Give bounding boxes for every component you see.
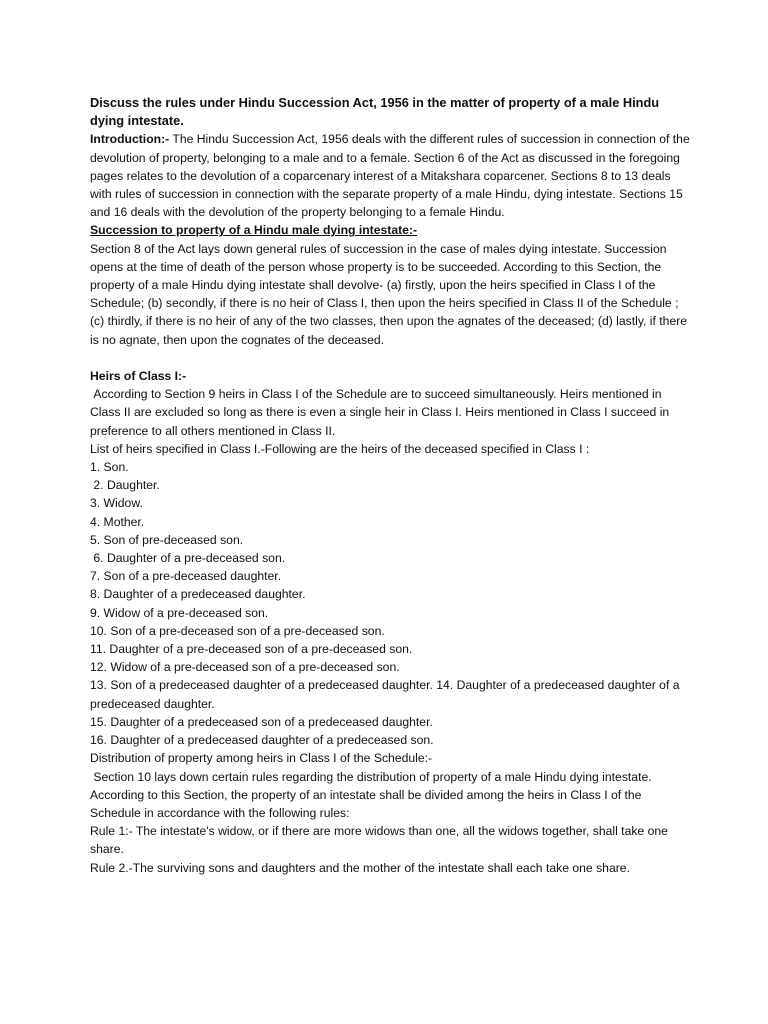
succession-heading: Succession to property of a Hindu male dying intestate:- <box>90 223 418 238</box>
document-title: Discuss the rules under Hindu Succession Act, 1956 in the matter of property of a male Hindu dying intestate. <box>90 95 660 129</box>
distribution-heading: Distribution of property among heirs in Class I of the Schedule:- <box>90 751 433 766</box>
blank-line <box>90 349 690 367</box>
list-item: 8. Daughter of a predeceased daughter. <box>90 587 306 602</box>
list-item: 12. Widow of a pre-deceased son of a pre-deceased son. <box>90 660 400 675</box>
document-page <box>90 94 690 877</box>
list-item: 3. Widow. <box>90 496 143 511</box>
list-item: 6. Daughter of a pre-deceased son. <box>90 551 286 566</box>
rule-one: Rule 1:- The intestate's widow, or if there are more widows than one, all the widows together, shall take one share. <box>90 824 668 857</box>
list-item: 2. Daughter. <box>90 478 160 493</box>
list-item: 15. Daughter of a predeceased son of a predeceased daughter. <box>90 714 433 729</box>
introduction-paragraph <box>90 130 690 221</box>
list-item: 13. Son of a predeceased daughter of a predeceased daughter. 14. Daughter of a predeceased daughter of a predeceased daughter. <box>90 678 683 711</box>
succession-paragraph: Section 8 of the Act lays down general rules of succession in the case of males dying intestate. Succession opens at the time of death of the person whose property is to be succeeded. According to this Section, the property of a male Hindu dying intestate shall devolve- (a) firstly, upon the heirs specified in Class I of the Schedule; (b) secondly, if there is no heir of Class I, then upon the heirs specified in Class II of the Schedule ; (c) thirdly, if there is no heir of any of the two classes, then upon the agnates of the deceased; (d) lastly, if there is no agnate, then upon the cognates of the deceased. <box>90 241 688 347</box>
list-item: 9. Widow of a pre-deceased son. <box>90 605 269 620</box>
class-one-paragraph: According to Section 9 heirs in Class I of the Schedule are to succeed simultaneously. Heirs mentioned in Class II are excluded so long as there is even a single heir in Class I. Heirs mentioned in Class I succeed in preference to all others mentioned in Class II. <box>90 387 673 438</box>
heirs-list-intro: List of heirs specified in Class I.-Following are the heirs of the deceased specified in Class I : <box>90 441 590 456</box>
introduction-label: Introduction:- <box>90 132 170 147</box>
list-item: 10. Son of a pre-deceased son of a pre-deceased son. <box>90 623 385 638</box>
list-item: 11. Daughter of a pre-deceased son of a pre-deceased son. <box>90 642 413 657</box>
list-item: 5. Son of pre-deceased son. <box>90 532 244 547</box>
introduction-text: The Hindu Succession Act, 1956 deals with the different rules of succession in connection of the devolution of property, belonging to a male and to a female. Section 6 of the Act as discussed in the foregoing pages relates to the devolution of a coparcenary interest of a Mitakshara coparcener. Sections 8 to 13 deals with rules of succession in connection with the separate property of a male Hindu, dying intestate. Sections 15 and 16 deals with the devolution of the property belonging to a female Hindu. <box>90 132 690 220</box>
list-item: 4. Mother. <box>90 514 145 529</box>
distribution-paragraph: Section 10 lays down certain rules regarding the distribution of property of a male Hindu dying intestate. According to this Section, the property of an intestate shall be divided among the heirs in Class I of the Schedule in accordance with the following rules: <box>90 769 655 820</box>
heirs-list <box>90 458 690 749</box>
list-item: 1. Son. <box>90 460 129 475</box>
list-item: 7. Son of a pre-deceased daughter. <box>90 569 282 584</box>
rule-two: Rule 2.-The surviving sons and daughters and the mother of the intestate shall each take one share. <box>90 860 630 875</box>
list-item: 16. Daughter of a predeceased daughter of a predeceased son. <box>90 733 434 748</box>
class-one-heading: Heirs of Class I:- <box>90 369 187 384</box>
